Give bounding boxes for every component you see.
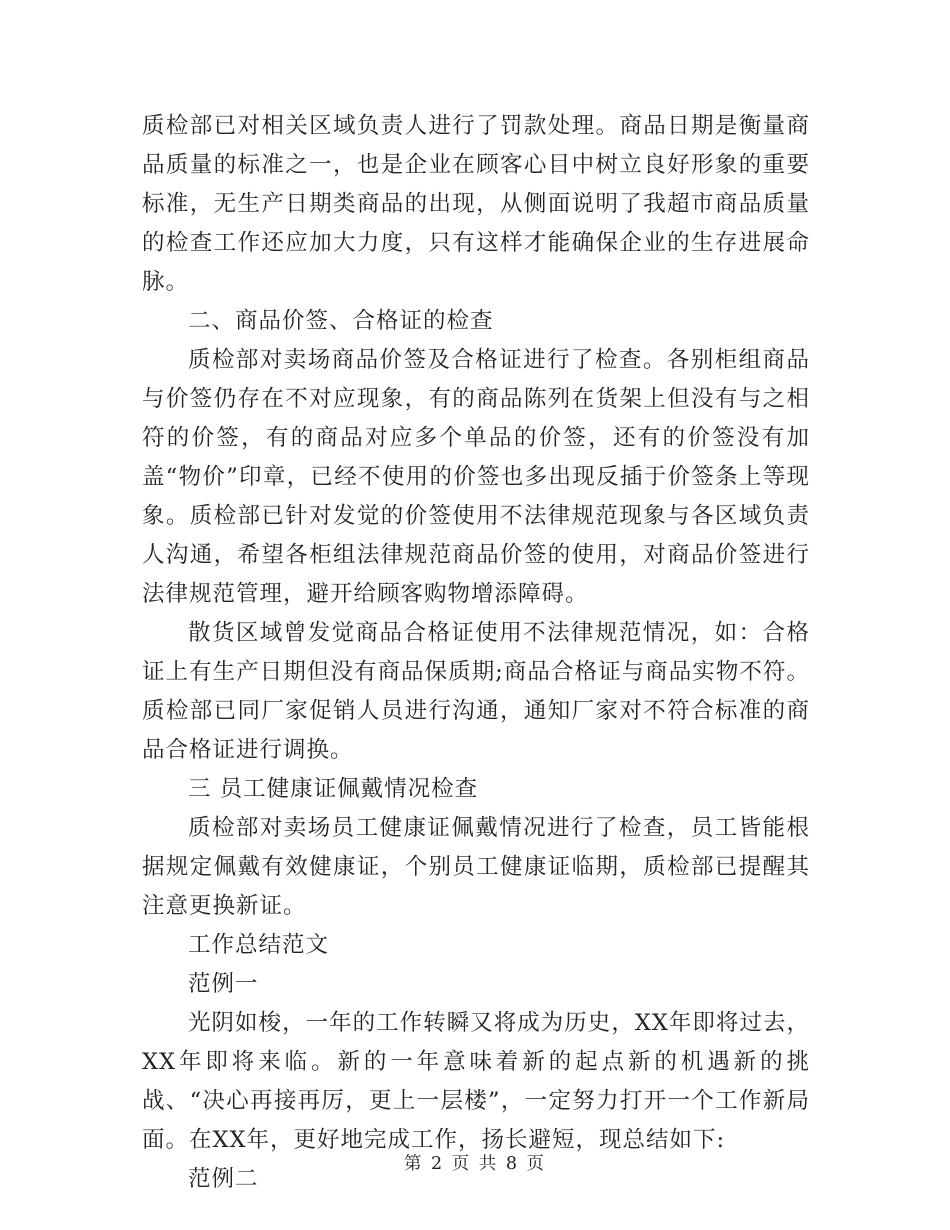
heading-example-two: 范例二 <box>188 1166 259 1192</box>
section-heading-price-tags: 二、商品价签、合格证的检查 <box>188 308 494 334</box>
paragraph-penalty-note: 质检部已对相关区域负责人进行了罚款处理。商品日期是衡量商品质量的标准之一，也是企业在顾客心目中树立良好形象的重要标准，无生产日期类商品的出现，从侧面说明了我超市商品质量的检查工作还应加大力度，只有这样才能确保企业的生存进展命脉。 <box>142 113 810 295</box>
paragraph-price-tags: 质检部对卖场商品价签及合格证进行了检查。各别柜组商品与价签仍存在不对应现象，有的商品陈列在货架上但没有与之相符的价签，有的商品对应多个单品的价签，还有的价签没有加盖“物价”印章，已经不使用的价签也多出现反插于价签条上等现象。质检部已针对发觉的价签使用不法律规范现象与各区域负责人沟通，希望各柜组法律规范商品价签的使用，对商品价签进行法律规范管理，避开给顾客购物增添障碍。 <box>142 347 810 607</box>
page-number-footer: 第 2 页 共 8 页 <box>403 1154 547 1174</box>
paragraph-health-certificates: 质检部对卖场员工健康证佩戴情况进行了检查，员工皆能根据规定佩戴有效健康证，个别员工健康证临期，质检部已提醒其注意更换新证。 <box>142 815 810 919</box>
section-heading-health-certificates: 三 员工健康证佩戴情况检查 <box>188 776 479 802</box>
document-body <box>142 107 810 1199</box>
heading-example-one: 范例一 <box>188 971 259 997</box>
paragraph-example-one: 光阴如梭，一年的工作转瞬又将成为历史，XX年即将过去，XX年即将来临。新的一年意味着新的起点新的机遇新的挑战、“决心再接再厉，更上一层楼”，一定努力打开一个工作新局面。在XX年，更好地完成工作，扬长避短，现总结如下: <box>142 1010 810 1153</box>
paragraph-certificates: 散货区域曾发觉商品合格证使用不法律规范情况，如：合格证上有生产日期但没有商品保质期;商品合格证与商品实物不符。质检部已同厂家促销人员进行沟通，通知厂家对不符合标准的商品合格证进行调换。 <box>142 620 810 763</box>
heading-summary-samples: 工作总结范文 <box>188 932 330 958</box>
